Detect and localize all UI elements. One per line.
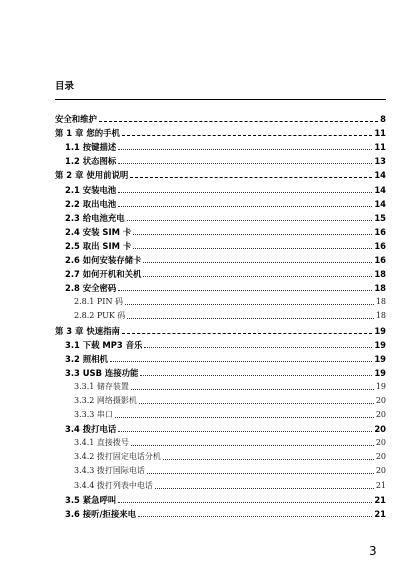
toc-chapter-entry[interactable] [55,124,386,138]
toc-leader-dots [115,417,374,418]
toc-entry-title: 1.2 状态图标 [65,156,117,167]
toc-leader-dots [139,403,374,404]
toc-entry[interactable] [55,364,386,378]
toc-title: 目录 [55,81,75,92]
toc-entry-title: 3.3.3 串口 [74,410,113,420]
toc-entry[interactable] [55,420,386,434]
toc-leader-dots [99,121,378,122]
toc-entry[interactable] [55,448,386,462]
toc-entry[interactable] [55,336,386,350]
toc-entry-title: 2.1 安装电池 [65,184,117,195]
toc-entry[interactable] [55,223,386,237]
toc-entry[interactable] [55,378,386,392]
toc-chapter-entry[interactable] [55,321,386,335]
toc-leader-dots [118,206,372,207]
toc-leader-dots [122,333,373,334]
toc-entry-title: 2.8.1 PIN 码 [74,297,123,307]
toc-entry-page: 8 [380,114,386,125]
toc-entry-page: 20 [375,410,386,420]
toc-leader-dots [133,248,372,249]
toc-entry[interactable] [55,476,386,490]
toc-entry-page: 19 [374,339,386,350]
toc-leader-dots [125,304,374,305]
toc-entry-title: 第 3 章 快速指南 [55,325,120,336]
toc-entry[interactable] [55,152,386,166]
toc-entry-page: 13 [374,156,386,167]
toc-entry-title: 2.4 安装 SIM 卡 [65,226,132,237]
toc-entry-title: 2.8.2 PUK 码 [74,311,126,321]
toc-entry-title: 3.6 接听/拒接来电 [65,508,137,519]
toc-entry-title: 2.3 给电池充电 [65,212,125,223]
table-of-contents [55,110,386,519]
toc-entry-page: 19 [374,325,386,336]
toc-entry-page: 20 [375,395,386,405]
toc-entry[interactable] [55,307,386,321]
toc-entry-page: 16 [374,255,386,266]
toc-leader-dots [127,318,373,319]
toc-entry-title: 2.5 取出 SIM 卡 [65,240,132,251]
toc-entry-title: 3.4.3 拨打国际电话 [74,466,145,476]
toc-entry[interactable] [55,209,386,223]
toc-leader-dots [147,473,374,474]
page-number: 3 [369,544,377,558]
toc-entry-title: 3.4.4 拨打列表中电话 [74,480,153,490]
toc-leader-dots [118,290,372,291]
toc-entry-title: 第 1 章 您的手机 [55,128,120,139]
toc-leader-dots [118,149,372,150]
toc-entry-page: 21 [374,508,386,519]
toc-entry-page: 20 [375,438,386,448]
toc-leader-dots [110,361,372,362]
toc-entry-page: 11 [374,142,386,153]
toc-chapter-entry[interactable] [55,110,386,124]
toc-entry[interactable] [55,279,386,293]
toc-leader-dots [138,516,372,517]
toc-entry-title: 安全和维护 [55,114,97,125]
toc-entry-page: 14 [374,184,386,195]
toc-chapter-entry[interactable] [55,166,386,180]
toc-entry[interactable] [55,406,386,420]
toc-entry[interactable] [55,434,386,448]
toc-leader-dots [131,445,374,446]
toc-entry-page: 20 [374,424,386,435]
toc-leader-dots [118,192,372,193]
toc-entry-page: 14 [374,170,386,181]
toc-entry-title: 3.2 照相机 [65,353,108,364]
toc-entry-page: 15 [374,212,386,223]
toc-entry-title: 3.1 下载 MP3 音乐 [65,339,143,350]
toc-entry[interactable] [55,505,386,519]
toc-leader-dots [118,163,372,164]
toc-entry-page: 19 [374,367,386,378]
toc-entry-title: 3.3 USB 连接功能 [65,367,139,378]
toc-entry[interactable] [55,237,386,251]
toc-entry[interactable] [55,293,386,307]
toc-entry[interactable] [55,195,386,209]
toc-entry[interactable] [55,265,386,279]
toc-leader-dots [127,220,373,221]
toc-entry[interactable] [55,180,386,194]
toc-entry-title: 3.4.1 直接拨号 [74,438,129,448]
toc-leader-dots [163,459,374,460]
toc-leader-dots [122,135,373,136]
toc-leader-dots [143,276,372,277]
toc-entry[interactable] [55,138,386,152]
toc-entry[interactable] [55,491,386,505]
toc-leader-dots [118,431,372,432]
toc-entry-page: 19 [374,353,386,364]
toc-entry[interactable] [55,350,386,364]
title-divider [55,99,386,100]
toc-entry-title: 3.4.2 拨打固定电话分机 [74,452,161,462]
toc-entry-title: 2.6 如何安装存储卡 [65,255,142,266]
toc-entry-title: 3.3.2 网络摄影机 [74,395,137,405]
toc-entry-title: 3.4 拨打电话 [65,424,117,435]
toc-entry-title: 2.2 取出电池 [65,198,117,209]
toc-leader-dots [130,177,372,178]
toc-leader-dots [131,389,374,390]
toc-leader-dots [143,262,372,263]
toc-leader-dots [133,234,372,235]
toc-entry-page: 20 [375,452,386,462]
toc-entry-page: 14 [374,198,386,209]
toc-entry-title: 第 2 章 使用前说明 [55,170,129,181]
toc-entry-title: 1.1 按键描述 [65,142,117,153]
toc-entry-page: 16 [374,226,386,237]
toc-leader-dots [118,502,372,503]
toc-entry-title: 3.5 紧急呼叫 [65,494,117,505]
toc-entry-title: 2.8 安全密码 [65,283,117,294]
toc-leader-dots [144,347,372,348]
toc-entry-page: 18 [374,283,386,294]
toc-entry-page: 21 [374,494,386,505]
toc-entry-page: 21 [375,480,386,490]
toc-entry-page: 11 [374,128,386,139]
toc-entry-title: 3.3.1 储存装置 [74,381,129,391]
toc-entry[interactable] [55,251,386,265]
toc-entry-page: 18 [375,311,386,321]
toc-entry-title: 2.7 如何开机和关机 [65,269,142,280]
toc-entry-page: 19 [375,381,386,391]
toc-entry[interactable] [55,462,386,476]
toc-entry-page: 18 [375,297,386,307]
toc-entry[interactable] [55,392,386,406]
toc-leader-dots [155,488,374,489]
toc-leader-dots [140,375,372,376]
toc-entry-page: 18 [374,269,386,280]
toc-entry-page: 16 [374,240,386,251]
toc-entry-page: 20 [375,466,386,476]
